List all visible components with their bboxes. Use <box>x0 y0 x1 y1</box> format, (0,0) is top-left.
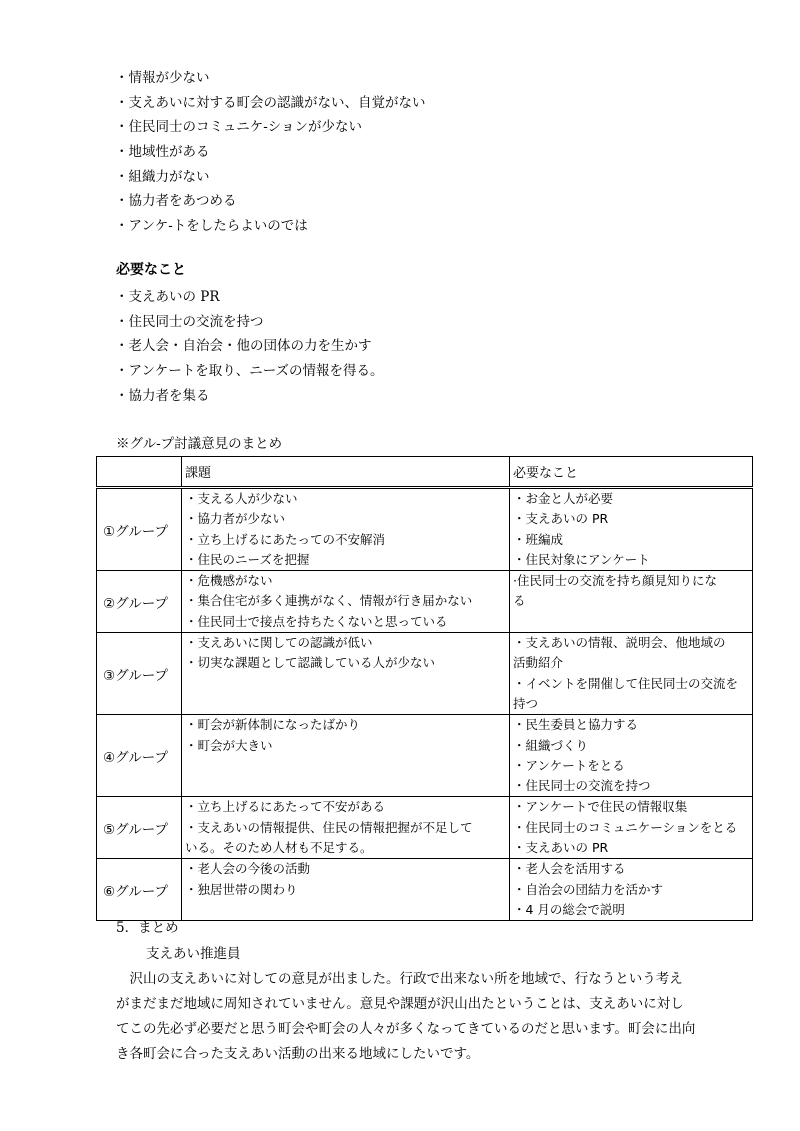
list-item: ・地域性がある <box>115 144 210 161</box>
needs-cell <box>510 633 753 715</box>
need-line: ・班編成 <box>513 531 564 547</box>
group-name: ⑤グループ <box>97 797 182 859</box>
group-name: ③グループ <box>97 633 182 715</box>
issues-cell <box>182 488 510 571</box>
issue-line: ・支える人が少ない <box>185 491 298 506</box>
need-line: ・支えあいの PR <box>513 511 609 527</box>
need-line: ・アンケートをとる <box>513 757 625 773</box>
header-needs: 必要なこと <box>510 457 753 488</box>
need-line: ・お金と人が必要 <box>513 491 614 506</box>
list-item: ・アンケ-トをしたらよいのでは <box>115 218 308 235</box>
need-line: ・住民同士のコミュニケーションをとる <box>513 819 738 835</box>
table-row <box>97 571 753 633</box>
issue-line: ・協力者が少ない <box>185 511 286 527</box>
needs-heading: 必要なこと <box>116 262 186 278</box>
need-line: ・老人会を活用する <box>513 861 626 877</box>
issue-line: いる。そのため人材も不足する。 <box>185 840 373 856</box>
issue-line: ・立ち上げるにあたっての不安解消 <box>185 531 386 547</box>
list-item: ・住民同士のコミュニケ-ションが少ない <box>115 119 363 136</box>
group-name: ①グループ <box>97 488 182 571</box>
need-line: ・自治会の団結力を活かす <box>513 881 664 897</box>
issue-line: ・支えあいに関しての認識が低い <box>185 635 373 651</box>
section-body-text: 沢山の支えあいに対しての意見が出ました。行政で出来ない所を地域で、行なうという考えがまだまだ地域に周知されていません。意見や課題が沢山出たということは、支えあいに対してこの先必ず必要だと思う町会や町会の人々が多くなってきているのだと思います。町会に出向き各町会に合った支えあい活動の出来る地域にしたいです。 <box>116 971 696 1062</box>
issues-cell <box>182 571 510 633</box>
list-item: ・協力者をあつめる <box>115 193 237 210</box>
group-discussion-table <box>96 456 753 921</box>
needs-cell <box>510 715 753 797</box>
issue-line: ・町会が大きい <box>185 737 273 753</box>
issue-line: ・支えあいの情報提供、住民の情報把握が不足して <box>185 819 473 835</box>
list-item: ・組織力がない <box>115 168 210 185</box>
need-line: ・住民対象にアンケート <box>513 551 650 567</box>
group-name: ④グループ <box>97 715 182 797</box>
need-line: 活動紹介 <box>513 655 564 671</box>
need-line: ・イベントを開催して住民同士の交流を <box>513 675 739 691</box>
need-line: ・支えあいの PR <box>513 840 609 856</box>
need-line: 持つ <box>513 695 539 711</box>
table-caption: ※グル-プ討議意見のまとめ <box>116 436 283 452</box>
issues-cell <box>182 633 510 715</box>
list-item: ・支えあいに対する町会の認識がない、自覚がない <box>115 94 426 111</box>
issues-cell <box>182 797 510 859</box>
issue-line: ・住民同士で接点を持ちたくないと思っている <box>185 613 448 629</box>
issue-line: ・住民のニーズを把握 <box>185 551 310 567</box>
issue-line: ・立ち上げるにあたって不安がある <box>185 799 386 815</box>
section-title: 5．まとめ <box>116 920 179 936</box>
needs-cell <box>510 571 753 633</box>
issue-line: ・集合住宅が多く連携がなく、情報が行き届かない <box>185 593 473 609</box>
table-row <box>97 859 753 921</box>
need-line: ・4 月の総会で説明 <box>513 901 625 917</box>
issue-line: ・町会が新体制になったばかり <box>185 717 361 733</box>
need-line: ·住民同士の交流を持ち顔見知りにな <box>513 573 717 589</box>
header-issues: 課題 <box>182 457 510 488</box>
need-line: ・組織づくり <box>513 737 589 753</box>
list-item: ・住民同士の交流を持つ <box>115 313 264 330</box>
group-name: ②グループ <box>97 571 182 633</box>
list-item: ・協力者を集る <box>115 387 210 404</box>
issue-line: ・切実な課題として認識している人が少ない <box>185 655 436 671</box>
table-row <box>97 797 753 859</box>
issues-cell <box>182 859 510 921</box>
table-row <box>97 488 753 571</box>
needs-cell <box>510 859 753 921</box>
issue-line: ・危機感がない <box>185 573 273 589</box>
need-line: ・民生委員と協力する <box>513 717 639 733</box>
list-item: ・アンケートを取り、ニーズの情報を得る。 <box>115 363 384 380</box>
need-line: ・住民同士の交流を持つ <box>513 778 651 794</box>
header-group <box>97 457 182 488</box>
list-item: ・情報が少ない <box>115 70 210 86</box>
group-name: ⑥グループ <box>97 859 182 921</box>
needs-cell <box>510 488 753 571</box>
needs-cell <box>510 797 753 859</box>
need-line: ・支えあいの情報、説明会、他地域の <box>513 635 726 651</box>
issue-bullet-list <box>115 66 426 239</box>
need-line: る <box>513 593 526 609</box>
need-line: ・アンケートで住民の情報収集 <box>513 799 688 815</box>
needs-bullet-list <box>115 285 384 408</box>
issues-cell <box>182 715 510 797</box>
table-header-row <box>97 457 753 488</box>
list-item: ・老人会・自治会・他の団体の力を生かす <box>115 338 372 355</box>
issue-line: ・老人会の今後の活動 <box>185 861 311 877</box>
list-item: ・支えあいの PR <box>115 289 220 305</box>
table-row <box>97 715 753 797</box>
section-subtitle: 支えあい推進員 <box>146 946 241 962</box>
issue-line: ・独居世帯の関わり <box>185 881 298 897</box>
table-row <box>97 633 753 715</box>
